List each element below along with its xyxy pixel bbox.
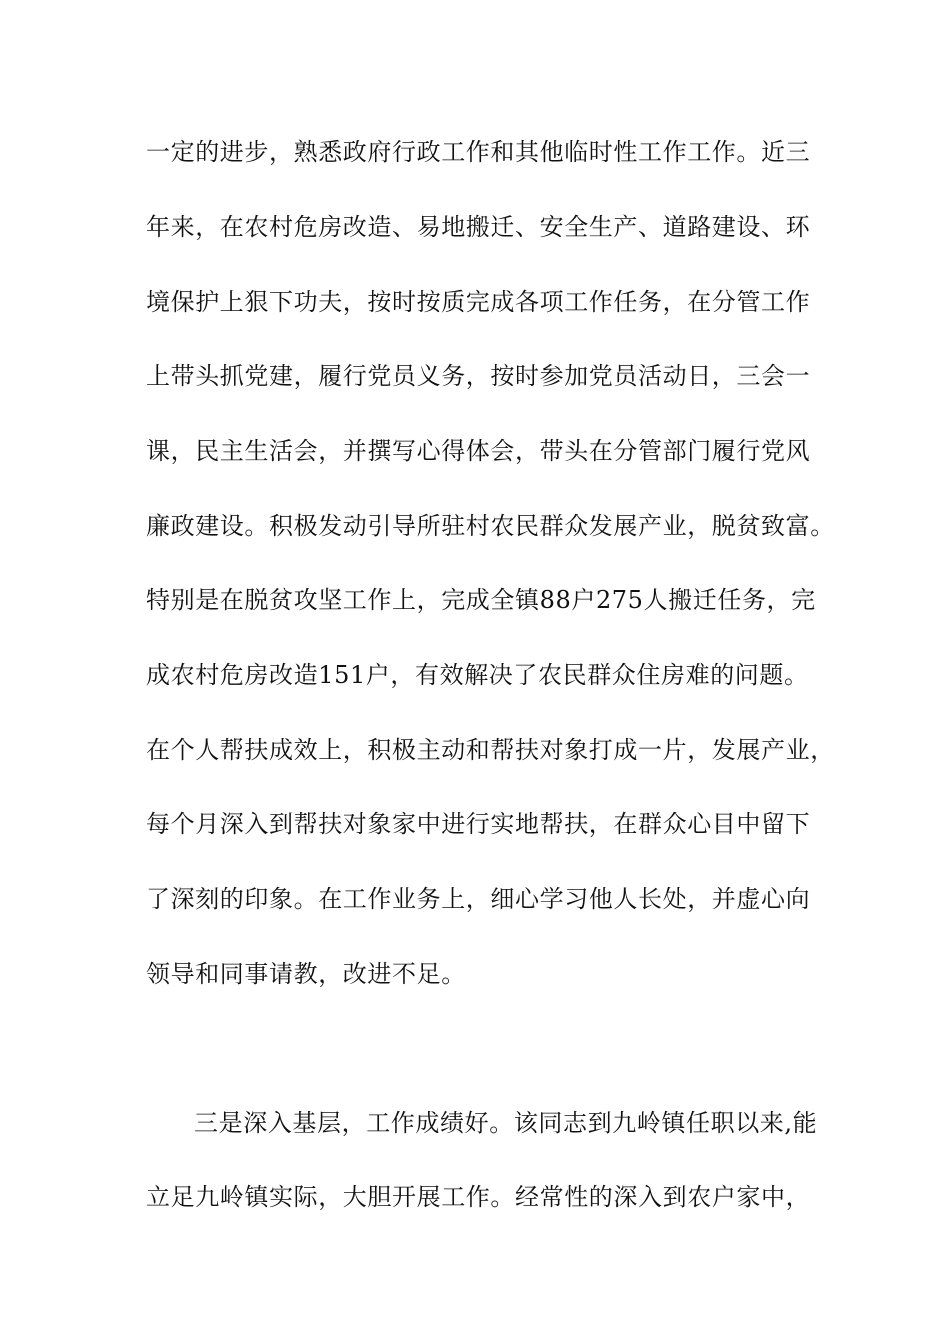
text-line: 一定的进步，熟悉政府行政工作和其他临时性工作工作。近三: [146, 138, 811, 166]
text-line: 上带头抓党建，履行党员义务，按时参加党员活动日，三会一: [146, 362, 811, 390]
text-line: 了深刻的印象。在工作业务上，细心学习他人长处，并虚心向: [146, 885, 811, 913]
text-line: 特别是在脱贫攻坚工作上，完成全镇88户275人搬迁任务，完: [146, 586, 816, 614]
text-line: 立足九岭镇实际，大胆开展工作。经常性的深入到农户家中，: [146, 1183, 811, 1211]
text-line: 课，民主生活会，并撰写心得体会，带头在分管部门履行党风: [146, 437, 811, 465]
text-line: 境保护上狠下功夫，按时按质完成各项工作任务，在分管工作: [146, 288, 811, 316]
text-line: 廉政建设。积极发动引导所驻村农民群众发展产业，脱贫致富。: [146, 512, 835, 540]
text-line: 每个月深入到帮扶对象家中进行实地帮扶，在群众心目中留下: [146, 810, 811, 838]
text-line: 在个人帮扶成效上，积极主动和帮扶对象打成一片，发展产业，: [146, 736, 835, 764]
text-line: 年来，在农村危房改造、易地搬迁、安全生产、道路建设、环: [146, 213, 811, 241]
text-line: 三是深入基层，工作成绩好。该同志到九岭镇任职以来,能: [194, 1109, 818, 1137]
text-line: 成农村危房改造151户，有效解决了农民群众住房难的问题。: [146, 661, 809, 689]
text-line: 领导和同事请教，改进不足。: [146, 960, 466, 988]
